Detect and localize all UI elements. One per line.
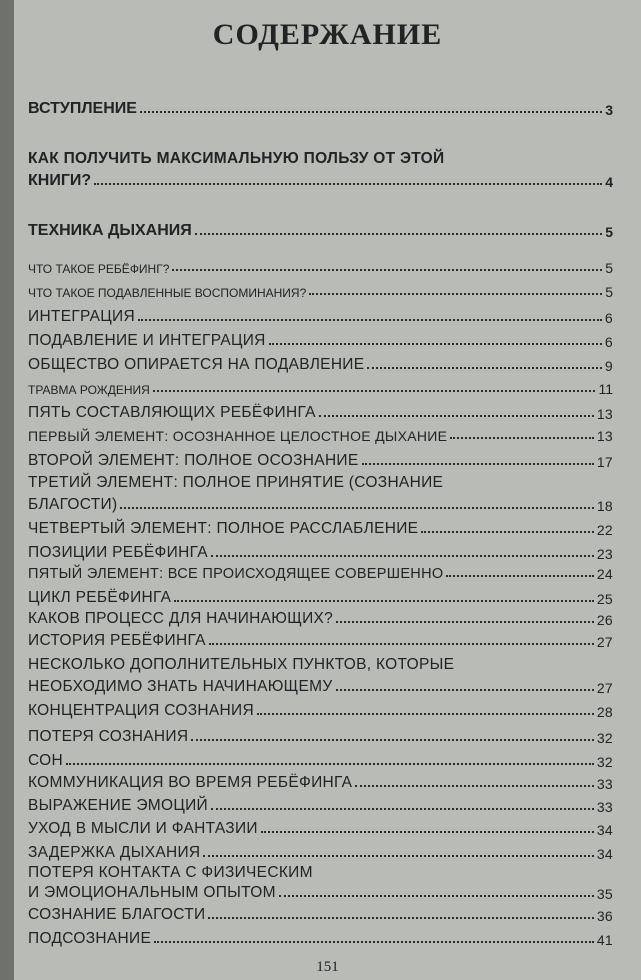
toc-entry[interactable] (28, 774, 613, 792)
toc-entry[interactable] (28, 172, 613, 190)
toc-entry[interactable] (28, 284, 613, 300)
toc-entry[interactable] (28, 381, 613, 397)
toc-leader-dots (172, 269, 602, 271)
toc-entry[interactable] (28, 884, 613, 902)
toc-entry-title: КОММУНИКАЦИЯ ВО ВРЕМЯ РЕБЁФИНГА (28, 774, 353, 791)
toc-leader-dots (120, 507, 593, 509)
toc-leader-dots (195, 233, 602, 235)
toc-entry-title: КАКОВ ПРОЦЕСС ДЛЯ НАЧИНАЮЩИХ? (28, 610, 334, 627)
toc-entry-page: 33 (596, 799, 613, 815)
toc-entry[interactable] (28, 930, 613, 948)
toc-leader-dots (138, 319, 602, 321)
book-page (14, 0, 641, 980)
toc-entry-page: 27 (596, 680, 613, 696)
page-number: 151 (316, 959, 339, 975)
toc-entry-page: 5 (605, 224, 613, 240)
toc-entry-title-cont: И ЭМОЦИОНАЛЬНЫМ ОПЫТОМ (28, 884, 276, 901)
toc-entry-title: ТРАВМА РОЖДЕНИЯ (28, 383, 150, 397)
toc-entry-title: ЧЕТВЕРТЫЙ ЭЛЕМЕНТ: ПОЛНОЕ РАССЛАБЛЕНИЕ (28, 520, 419, 537)
toc-leader-dots (203, 855, 593, 857)
toc-leader-dots (209, 643, 594, 645)
toc-entry-title-cont: НЕОБХОДИМО ЗНАТЬ НАЧИНАЮЩЕМУ (28, 678, 333, 695)
toc-leader-dots (421, 531, 594, 533)
toc-entry-page: 34 (596, 822, 613, 838)
toc-leader-dots (257, 713, 594, 715)
toc-entry-title-cont: БЛАГОСТИ) (28, 496, 118, 513)
toc-entry-page: 13 (596, 428, 613, 444)
toc-entry[interactable] (28, 428, 613, 444)
toc-entry-title: ЗАДЕРЖКА ДЫХАНИЯ (28, 844, 201, 861)
toc-entry-title: ИНТЕГРАЦИЯ (28, 308, 135, 325)
toc-leader-dots (367, 367, 602, 369)
toc-entry-title: ПОДАВЛЕНИЕ И ИНТЕГРАЦИЯ (28, 332, 266, 349)
toc-entry-title: ПЕРВЫЙ ЭЛЕМЕНТ: ОСОЗНАННОЕ ЦЕЛОСТНОЕ ДЫХАНИЕ (28, 428, 448, 444)
toc-leader-dots (336, 689, 594, 691)
toc-entry-page: 4 (605, 174, 613, 190)
toc-entry[interactable] (28, 632, 613, 650)
toc-entry[interactable] (28, 260, 613, 276)
toc-entry-title: ПЯТЫЙ ЭЛЕМЕНТ: ВСЕ ПРОИСХОДЯЩЕЕ СОВЕРШЕННО (28, 566, 444, 582)
toc-entry[interactable] (28, 702, 613, 720)
book-spine-shadow (0, 0, 14, 980)
toc-entry-page: 32 (596, 754, 613, 770)
table-of-contents (14, 0, 641, 980)
toc-entry-title: НЕСКОЛЬКО ДОПОЛНИТЕЛЬНЫХ ПУНКТОВ, КОТОРЫЕ (28, 656, 455, 673)
toc-entry-title: ЦИКЛ РЕБЁФИНГА (28, 589, 172, 606)
toc-entry-title: ЧТО ТАКОЕ ПОДАВЛЕННЫЕ ВОСПОМИНАНИЯ? (28, 286, 307, 300)
toc-entry[interactable] (28, 520, 613, 538)
toc-entry-page: 36 (596, 908, 613, 924)
toc-entry-title: ВТОРОЙ ЭЛЕМЕНТ: ПОЛНОЕ ОСОЗНАНИЕ (28, 452, 359, 469)
toc-entry[interactable] (28, 222, 613, 240)
toc-entry-title: ПОТЕРЯ СОЗНАНИЯ (28, 728, 189, 745)
toc-entry[interactable] (28, 100, 613, 118)
toc-entry[interactable] (28, 610, 613, 628)
toc-entry-title: ИСТОРИЯ РЕБЁФИНГА (28, 632, 206, 649)
toc-entry-title: КОНЦЕНТРАЦИЯ СОЗНАНИЯ (28, 702, 254, 719)
toc-entry-page: 28 (596, 704, 613, 720)
toc-leader-dots (211, 808, 594, 810)
page-title: СОДЕРЖАНИЕ (212, 18, 443, 51)
toc-entry[interactable] (28, 496, 613, 514)
toc-entry-title: ПОДСОЗНАНИЕ (28, 930, 152, 947)
toc-leader-dots (154, 941, 594, 943)
toc-entry-title: УХОД В МЫСЛИ И ФАНТАЗИИ (28, 820, 258, 837)
toc-leader-dots (191, 739, 593, 741)
toc-entry-page: 27 (596, 634, 613, 650)
toc-leader-dots (174, 600, 593, 602)
toc-entry[interactable] (28, 820, 613, 838)
toc-entry-title-cont: КНИГИ? (28, 172, 92, 189)
toc-entry-page: 22 (596, 522, 613, 538)
toc-entry-page: 25 (596, 591, 613, 607)
toc-entry[interactable] (28, 404, 613, 422)
toc-entry-page: 23 (596, 546, 613, 562)
toc-leader-dots (94, 183, 602, 185)
toc-entry[interactable] (28, 728, 613, 746)
toc-entry-title: ПЯТЬ СОСТАВЛЯЮЩИХ РЕБЁФИНГА (28, 404, 316, 421)
toc-leader-dots (319, 415, 594, 417)
toc-entry-title: СОН (28, 752, 64, 769)
toc-entry-page: 35 (596, 886, 613, 902)
toc-leader-dots (309, 293, 602, 295)
toc-entry[interactable] (28, 844, 613, 862)
toc-entry[interactable] (28, 356, 613, 374)
toc-leader-dots (211, 555, 594, 557)
toc-leader-dots (446, 575, 593, 577)
toc-leader-dots (261, 831, 594, 833)
toc-entry[interactable] (28, 332, 613, 350)
toc-entry-page: 18 (596, 498, 613, 514)
toc-entry-title: КАК ПОЛУЧИТЬ МАКСИМАЛЬНУЮ ПОЛЬЗУ ОТ ЭТОЙ (28, 150, 445, 167)
toc-entry-page: 9 (604, 358, 613, 374)
toc-entry-page: 11 (598, 381, 613, 397)
toc-entry[interactable] (28, 452, 613, 470)
toc-entry[interactable] (28, 752, 613, 770)
toc-entry[interactable] (28, 308, 613, 326)
toc-entry-page: 34 (596, 846, 613, 862)
toc-entry-title: ВЫРАЖЕНИЕ ЭМОЦИЙ (28, 797, 208, 814)
toc-entry-title: ЧТО ТАКОЕ РЕБЁФИНГ? (28, 262, 170, 276)
toc-entry-page: 13 (596, 406, 613, 422)
toc-entry-title: ПОТЕРЯ КОНТАКТА С ФИЗИЧЕСКИМ (28, 864, 313, 881)
toc-entry[interactable] (28, 589, 613, 607)
toc-leader-dots (140, 111, 602, 113)
toc-entry-page: 3 (605, 102, 613, 118)
toc-entry-title: ТРЕТИЙ ЭЛЕМЕНТ: ПОЛНОЕ ПРИНЯТИЕ (СОЗНАНИЕ (28, 474, 444, 491)
toc-entry[interactable] (28, 678, 613, 696)
toc-leader-dots (450, 437, 594, 439)
toc-leader-dots (362, 463, 594, 465)
toc-entry[interactable] (28, 544, 613, 562)
toc-entry-title: ВСТУПЛЕНИЕ (28, 100, 137, 117)
toc-entry-page: 6 (604, 334, 613, 350)
toc-entry-page: 24 (596, 566, 613, 582)
toc-entry-page: 32 (596, 730, 613, 746)
toc-leader-dots (153, 390, 596, 392)
toc-leader-dots (355, 785, 594, 787)
toc-entry-title: ПОЗИЦИИ РЕБЁФИНГА (28, 544, 208, 561)
toc-entry-title: СОЗНАНИЕ БЛАГОСТИ (28, 906, 206, 923)
toc-leader-dots (66, 763, 594, 765)
toc-leader-dots (336, 621, 594, 623)
toc-entry-page: 33 (596, 776, 613, 792)
toc-entry[interactable] (28, 906, 613, 924)
toc-leader-dots (269, 343, 602, 345)
toc-entry-page: 41 (596, 932, 613, 948)
toc-leader-dots (279, 895, 594, 897)
toc-entry-page: 5 (605, 260, 613, 276)
toc-entry-page: 5 (605, 284, 613, 300)
toc-entry[interactable] (28, 566, 613, 582)
toc-entry[interactable] (28, 797, 613, 815)
toc-entry-page: 17 (596, 454, 613, 470)
toc-entry-title: ТЕХНИКА ДЫХАНИЯ (28, 222, 192, 239)
toc-leader-dots (208, 917, 593, 919)
toc-entry-title: ОБЩЕСТВО ОПИРАЕТСЯ НА ПОДАВЛЕНИЕ (28, 356, 365, 373)
toc-entry-page: 6 (604, 310, 613, 326)
toc-entry-page: 26 (596, 612, 613, 628)
